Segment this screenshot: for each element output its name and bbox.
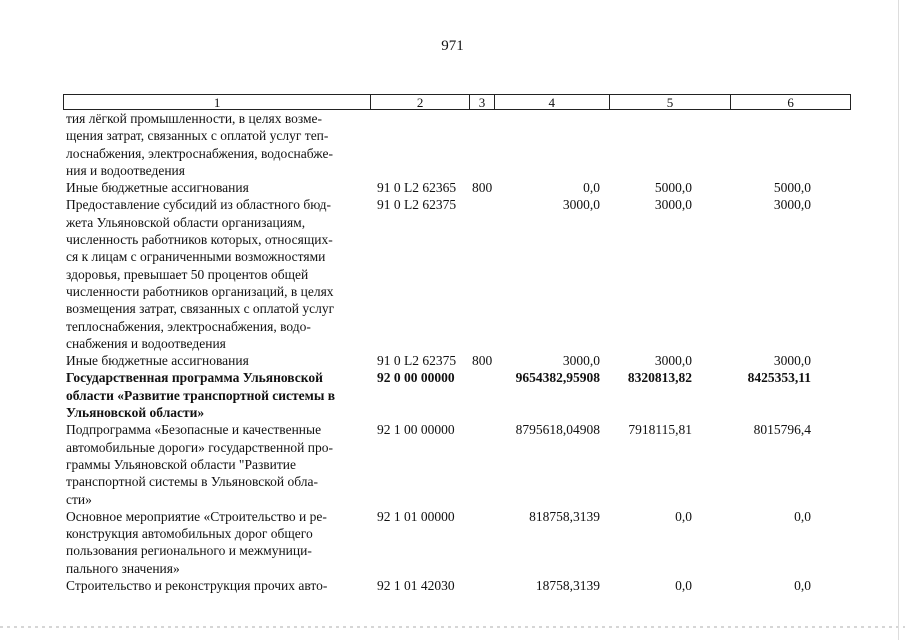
table-body — [63, 110, 851, 594]
row-value-2 — [610, 110, 732, 179]
row-value-1: 3000,0 — [562, 197, 600, 213]
row-name-line: автомобильные дороги» государственной про- — [66, 439, 334, 455]
row-name-line: конструкция автомобильных дорог общего — [66, 526, 313, 542]
page-edge — [898, 0, 899, 640]
row-name-line: тия лёгкой промышленности, в целях возме- — [66, 111, 323, 126]
table-row — [63, 110, 851, 179]
row-expense-type — [470, 110, 495, 179]
header-col-2: 2 — [371, 95, 470, 109]
row-name-line: щения затрат, связанных с оплатой услуг теп- — [66, 128, 329, 144]
row-name-line: здоровья, превышает 50 процентов общей — [66, 266, 309, 282]
row-value-3: 3000,0 — [773, 353, 811, 369]
row-code: 92 1 00 00000 — [377, 422, 455, 438]
table-row — [63, 577, 851, 594]
row-name-line: граммы Ульяновской области "Развитие — [66, 456, 296, 472]
row-value-2: 5000,0 — [654, 180, 692, 196]
row-name — [63, 352, 371, 369]
row-value-2: 7918115,81 — [628, 422, 692, 438]
budget-table — [63, 94, 851, 594]
header-col-3: 3 — [470, 95, 495, 109]
row-name — [63, 179, 371, 196]
row-name-line: жета Ульяновской области организациям, — [66, 214, 306, 230]
scan-artifact-line — [0, 626, 905, 628]
table-row — [63, 196, 851, 352]
row-code: 92 1 01 00000 — [377, 508, 455, 524]
row-code: 91 0 L2 62365 — [377, 180, 457, 196]
row-value-3: 0,0 — [794, 508, 811, 524]
table-row — [63, 369, 851, 421]
row-expense-type: 800 — [472, 353, 493, 369]
row-name-line: Государственная программа Ульяновской — [66, 370, 323, 386]
header-col-6: 6 — [787, 95, 794, 110]
row-code: 92 1 01 42030 — [377, 578, 455, 594]
row-expense-type: 800 — [472, 180, 493, 196]
row-name-line: теплоснабжения, электроснабжения, водо- — [66, 318, 311, 334]
row-code: 91 0 L2 62375 — [377, 353, 457, 369]
table-row — [63, 352, 851, 369]
row-name-line: Иные бюджетные ассигнования — [66, 353, 249, 369]
row-expense-type — [470, 196, 495, 352]
row-name — [63, 508, 371, 577]
row-value-3: 3000,0 — [773, 197, 811, 213]
row-name-line: возмещения затрат, связанных с оплатой услуг — [66, 301, 335, 317]
row-expense-type — [470, 508, 495, 577]
row-name-line: транспортной системы в Ульяновской обла- — [66, 474, 319, 490]
row-name — [63, 577, 371, 594]
row-value-3: 5000,0 — [773, 180, 811, 196]
row-name-line: Предоставление субсидий из областного бюд- — [66, 197, 331, 213]
row-name-line: Строительство и реконструкция прочих авто- — [66, 578, 328, 594]
row-name — [63, 110, 371, 179]
row-value-2: 3000,0 — [654, 353, 692, 369]
row-value-3: 8425353,11 — [747, 370, 811, 386]
row-name-line: Иные бюджетные ассигнования — [66, 180, 249, 196]
row-value-2: 0,0 — [675, 578, 692, 594]
row-value-2: 3000,0 — [654, 197, 692, 213]
row-name-line: пользования регионального и межмуници- — [66, 543, 312, 559]
row-name — [63, 369, 371, 421]
row-value-1: 18758,3139 — [535, 578, 600, 594]
header-col-5: 5 — [610, 95, 732, 109]
row-name-line: Подпрограмма «Безопасные и качественные — [66, 422, 322, 438]
row-name-line: пального значения» — [66, 560, 180, 576]
row-name-line: численность работников которых, относящих- — [66, 232, 333, 248]
row-name-line: сти» — [66, 491, 92, 507]
row-name-line: снабжения и водоотведения — [66, 335, 226, 351]
row-name-line: численности работников организаций, в целях — [66, 283, 334, 299]
row-name — [63, 421, 371, 507]
table-row — [63, 508, 851, 577]
row-code — [371, 110, 470, 179]
row-value-3 — [732, 110, 851, 179]
table-row — [63, 179, 851, 196]
row-name-line: Основное мероприятие «Строительство и ре- — [66, 508, 327, 524]
table-header — [63, 94, 851, 110]
row-value-1 — [495, 110, 610, 179]
row-expense-type — [470, 421, 495, 507]
row-name — [63, 196, 371, 352]
row-name-line: Ульяновской области» — [66, 405, 205, 421]
row-value-3: 8015796,4 — [753, 422, 811, 438]
row-value-1: 818758,3139 — [529, 508, 600, 524]
row-value-1: 3000,0 — [562, 353, 600, 369]
row-expense-type — [470, 577, 495, 594]
row-expense-type — [470, 369, 495, 421]
table-row — [63, 421, 851, 507]
row-value-2: 0,0 — [675, 508, 692, 524]
row-value-1: 0,0 — [583, 180, 600, 196]
row-name-line: ся к лицам с ограниченными возможностями — [66, 249, 326, 265]
row-code: 91 0 L2 62375 — [377, 197, 457, 213]
row-name-line: ния и водоотведения — [66, 162, 185, 178]
row-value-2: 8320813,82 — [627, 370, 692, 386]
header-col-4: 4 — [495, 95, 610, 109]
row-value-1: 8795618,04908 — [515, 422, 600, 438]
header-col-1: 1 — [64, 95, 371, 109]
row-name-line: лоснабжения, электроснабжения, водоснабже- — [66, 145, 333, 161]
row-value-1: 9654382,95908 — [515, 370, 600, 386]
page-number: 971 — [441, 38, 464, 54]
row-value-3: 0,0 — [794, 578, 811, 594]
row-name-line: области «Развитие транспортной системы в — [66, 387, 336, 403]
row-code: 92 0 00 00000 — [377, 370, 455, 386]
